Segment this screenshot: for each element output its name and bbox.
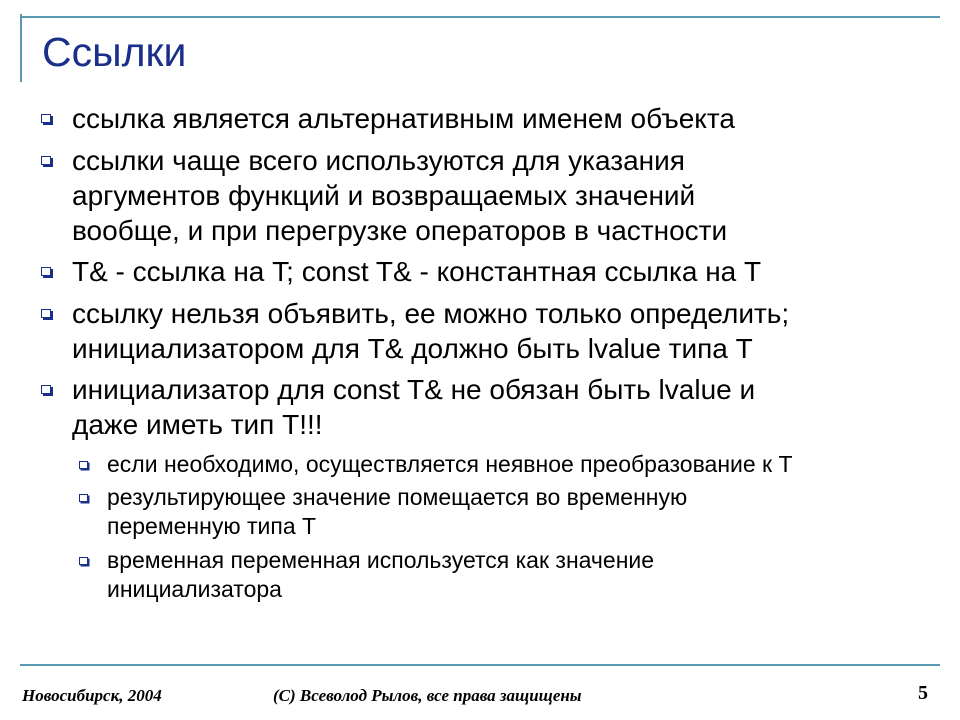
bullet-text-line: аргументов функций и возвращаемых значений bbox=[72, 180, 696, 211]
slide-title: Ссылки bbox=[42, 29, 187, 75]
sub-bullet-text-line: инициализатора bbox=[107, 576, 282, 602]
footer-copyright: (C) Всеволод Рылов, все права защищены bbox=[273, 686, 582, 705]
sub-bullet-text-line: временная переменная используется как значение bbox=[107, 547, 655, 573]
bullet-text-line: ссылка является альтернативным именем объекта bbox=[72, 103, 735, 134]
footer-location-year: Новосибирск, 2004 bbox=[22, 686, 162, 705]
square-bullet-icon bbox=[79, 494, 88, 502]
sub-bullet-text-line: если необходимо, осуществляется неявное преобразование к T bbox=[107, 451, 793, 477]
bullet-text-line: ссылку нельзя объявить, ее можно только определить; bbox=[72, 298, 790, 329]
bullet-text-line: инициализатором для T& должно быть lvalue типа T bbox=[72, 333, 753, 364]
sub-bullet-text-line: переменную типа T bbox=[107, 513, 317, 539]
bottom-horizontal-rule bbox=[20, 664, 940, 666]
bullet-item bbox=[72, 101, 932, 136]
square-bullet-icon bbox=[41, 114, 51, 123]
page-number: 5 bbox=[918, 682, 928, 704]
bullet-text-line: инициализатор для const T& не обязан быть lvalue и bbox=[72, 374, 756, 405]
bullet-item bbox=[72, 372, 932, 442]
bullet-text-line: T& - ссылка на T; const T& - константная ссылка на T bbox=[72, 256, 762, 287]
square-bullet-icon bbox=[41, 385, 51, 394]
square-bullet-icon bbox=[79, 557, 88, 565]
sub-bullet-text-line: результирующее значение помещается во временную bbox=[107, 484, 688, 510]
bullet-item bbox=[72, 143, 932, 248]
square-bullet-icon bbox=[79, 461, 88, 469]
square-bullet-icon bbox=[41, 267, 51, 276]
title-accent-vertical-rule bbox=[20, 14, 22, 82]
square-bullet-icon bbox=[41, 156, 51, 165]
sub-bullet-item bbox=[107, 483, 927, 541]
square-bullet-icon bbox=[41, 309, 51, 318]
bullet-item bbox=[72, 254, 932, 289]
sub-bullet-item bbox=[107, 450, 927, 479]
sub-bullet-item bbox=[107, 546, 927, 604]
bullet-text-line: даже иметь тип T!!! bbox=[72, 409, 323, 440]
bullet-text-line: вообще, и при перегрузке операторов в частности bbox=[72, 215, 728, 246]
bullet-text-line: ссылки чаще всего используются для указания bbox=[72, 145, 685, 176]
top-horizontal-rule bbox=[20, 16, 940, 18]
bullet-item bbox=[72, 296, 932, 366]
